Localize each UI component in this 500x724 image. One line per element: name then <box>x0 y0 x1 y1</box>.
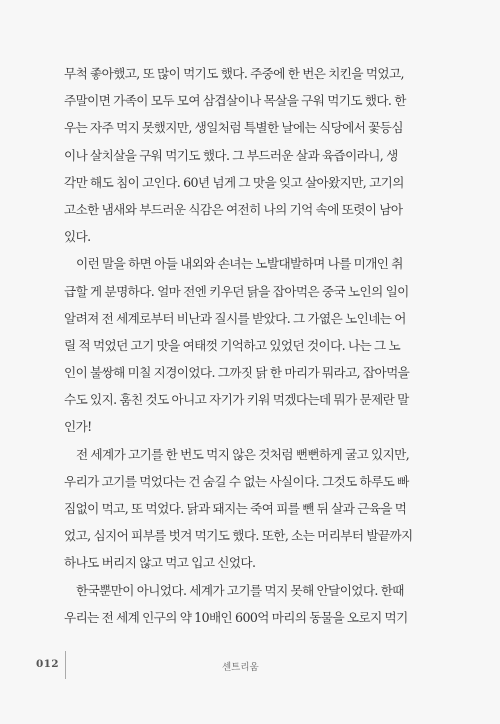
text-line: 이나 살치살을 구워 먹기도 했다. 그 부드러운 살과 육즙이라니, 생 <box>64 147 398 163</box>
text-line: 고소한 냄새와 부드러운 식감은 여전히 나의 기억 속에 또렷이 남아 <box>64 201 403 217</box>
text-line: 우리는 전 세계 인구의 약 10배인 600억 마리의 동물을 오로지 먹기 <box>64 609 408 625</box>
text-line: 짐없이 먹고, 또 먹었다. 닭과 돼지는 죽여 피를 뺀 뒤 살과 근육을 먹 <box>64 501 407 516</box>
footer-divider <box>65 651 66 679</box>
text-line: 한국뿐만이 아니었다. 세계가 고기를 먹지 못해 안달이었다. 한때 <box>76 582 404 598</box>
text-line: 무척 좋아했고, 또 많이 먹기도 했다. 주중에 한 번은 치킨을 먹었고, <box>64 66 404 81</box>
text-line: 전 세계가 고기를 한 번도 먹지 않은 것처럼 뻔뻔하게 굴고 있지만, <box>76 446 410 462</box>
text-line: 우는 자주 먹지 못했지만, 생일처럼 특별한 날에는 식당에서 꽃등심 <box>64 120 403 136</box>
text-line: 었고, 심지어 피부를 벗겨 먹기도 했다. 또한, 소는 머리부터 발끝까지 <box>64 528 413 544</box>
page-number: 012 <box>36 658 59 670</box>
text-line: 이런 말을 하면 아들 내외와 손녀는 노발대발하며 나를 미개인 취 <box>76 256 403 272</box>
text-line: 우리가 고기를 먹었다는 건 숨길 수 없는 사실이다. 그것도 하루도 빠 <box>64 473 409 489</box>
text-line: 하나도 버리지 않고 먹고 입고 신었다. <box>64 555 256 571</box>
text-line: 알려져 전 세계로부터 비난과 질시를 받았다. 그 가엾은 노인네는 어 <box>64 310 406 326</box>
running-title: 센트리움 <box>222 662 259 673</box>
text-line: 있다. <box>64 229 91 245</box>
text-line: 인가! <box>64 419 92 435</box>
text-line: 각만 해도 침이 고인다. 60년 넘게 그 맛을 잊고 살아왔지만, 고기의 <box>64 174 404 190</box>
text-line: 릴 적 먹었던 고기 맛을 여태껏 기억하고 있었던 것이다. 나는 그 노 <box>64 337 401 353</box>
body-text <box>64 60 436 631</box>
text-line: 주말이면 가족이 모두 모여 삼겹살이나 목살을 구워 먹기도 했다. 한 <box>64 93 406 109</box>
text-line: 인이 불쌍해 미칠 지경이었다. 그까짓 닭 한 마리가 뭐라고, 잡아먹을 <box>64 365 410 381</box>
text-line: 수도 있지. 훔친 것도 아니고 자기가 키워 먹겠다는데 뭐가 문제란 말 <box>64 392 409 408</box>
text-line: 급할 게 분명하다. 얼마 전엔 키우던 닭을 잡아먹은 중국 노인의 일이 <box>64 283 409 299</box>
page-footer <box>0 651 500 691</box>
